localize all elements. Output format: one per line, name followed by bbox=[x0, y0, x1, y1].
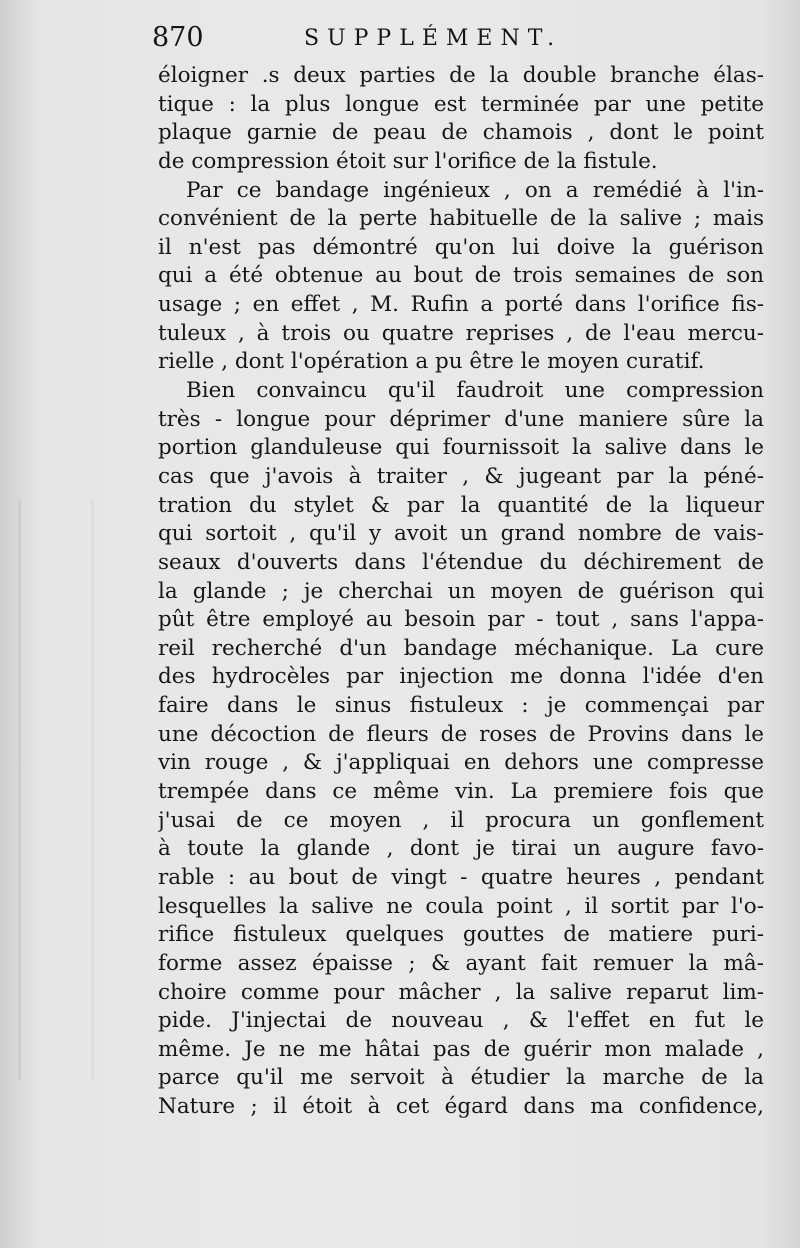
text-line: cas que j'avois à traiter , & jugeant par la péné- bbox=[158, 463, 764, 489]
text-line: parce qu'il me servoit à étudier la marche de la bbox=[158, 1065, 764, 1091]
text-line: rable : au bout de vingt - quatre heures , pendant bbox=[158, 864, 764, 890]
page-header bbox=[152, 22, 752, 62]
text-line: rielle , dont l'opération a pu être le moyen curatif. bbox=[158, 349, 705, 375]
text-line: convénient de la perte habituelle de la salive ; mais bbox=[158, 206, 764, 232]
running-title: SUPPLÉMENT. bbox=[304, 26, 563, 51]
text-line: portion glanduleuse qui fournissoit la salive dans le bbox=[158, 435, 764, 461]
text-line: même. Je ne me hâtai pas de guérir mon malade , bbox=[158, 1036, 764, 1062]
text-line: lesquelles la salive ne coula point , il sortit par l'o- bbox=[158, 893, 764, 919]
text-line: des hydrocèles par injection me donna l'idée d'en bbox=[158, 664, 764, 690]
text-line: il n'est pas démontré qu'on lui doive la guérison bbox=[158, 234, 764, 260]
text-line: pide. J'injectai de nouveau , & l'effet en fut le bbox=[158, 1008, 764, 1034]
text-line: choire comme pour mâcher , la salive reparut lim- bbox=[158, 979, 764, 1005]
text-line: qui a été obtenue au bout de trois semaines de son bbox=[158, 263, 764, 289]
page-number: 870 bbox=[152, 22, 204, 53]
text-line: j'usai de ce moyen , il procura un gonflement bbox=[158, 807, 764, 833]
text-line: tuleux , à trois ou quatre reprises , de l'eau mercu- bbox=[158, 320, 764, 346]
text-line: rifice fistuleux quelques gouttes de matiere puri- bbox=[158, 922, 764, 948]
text-line: vin rouge , & j'appliquai en dehors une compresse bbox=[158, 750, 764, 776]
text-line: qui sortoit , qu'il y avoit un grand nombre de vais- bbox=[158, 521, 764, 547]
body-text bbox=[158, 62, 764, 1122]
text-line: forme assez épaisse ; & ayant fait remuer la mâ- bbox=[158, 950, 764, 976]
text-line: plaque garnie de peau de chamois , dont le point bbox=[158, 120, 764, 146]
text-line: faire dans le sinus fistuleux : je commençai par bbox=[158, 693, 764, 719]
text-line: tration du stylet & par la quantité de la liqueur bbox=[158, 492, 764, 518]
text-line: Bien convaincu qu'il faudroit une compression bbox=[186, 378, 764, 404]
text-line: à toute la glande , dont je tirai un augure favo- bbox=[158, 836, 764, 862]
text-line: une décoction de fleurs de roses de Provins dans le bbox=[158, 721, 764, 747]
text-line: tique : la plus longue est terminée par une petite bbox=[158, 91, 764, 117]
text-line: pût être employé au besoin par - tout , sans l'appa- bbox=[158, 607, 764, 633]
text-line: très - longue pour déprimer d'une maniere sûre la bbox=[158, 406, 764, 432]
text-line: usage ; en effet , M. Rufin a porté dans l'orifice fis- bbox=[158, 292, 764, 318]
text-line: la glande ; je cherchai un moyen de guérison qui bbox=[158, 578, 764, 604]
text-line: éloigner .s deux parties de la double branche élas- bbox=[158, 63, 764, 88]
show-through-shadow bbox=[18, 500, 94, 1080]
text-line: trempée dans ce même vin. La premiere fois que bbox=[158, 779, 764, 805]
text-line: de compression étoit sur l'orifice de la fistule. bbox=[158, 148, 658, 174]
text-line: reil recherché d'un bandage méchanique. La cure bbox=[158, 635, 764, 661]
text-line: Nature ; il étoit à cet égard dans ma confidence, bbox=[158, 1094, 764, 1120]
text-line: Par ce bandage ingénieux , on a remédié à l'in- bbox=[186, 177, 764, 203]
text-line: seaux d'ouverts dans l'étendue du déchirement de bbox=[158, 549, 764, 575]
